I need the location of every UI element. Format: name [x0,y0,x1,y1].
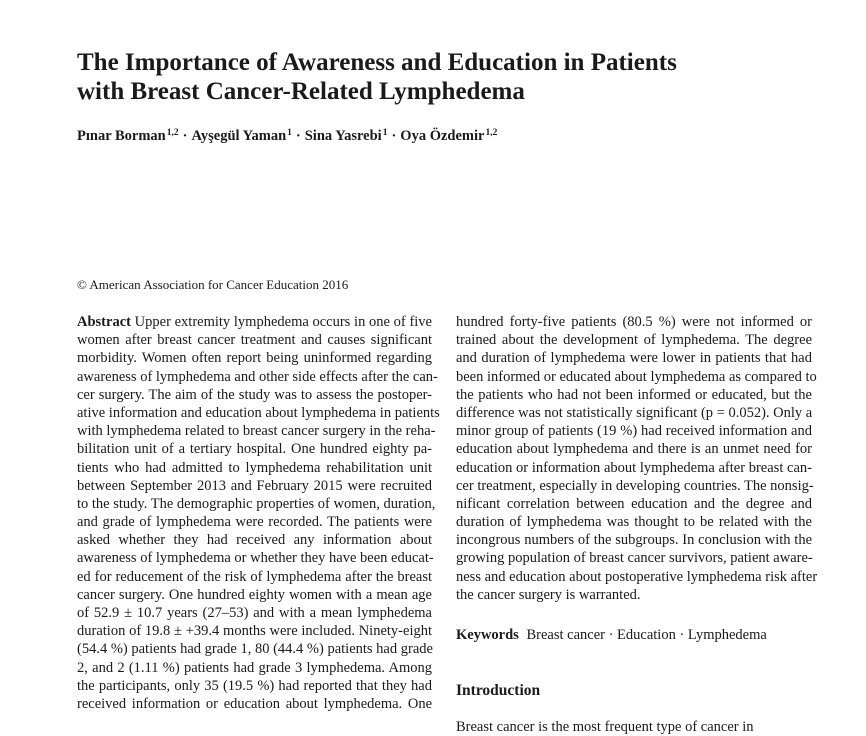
abstract-line: growing population of breast cancer survivors, patient aware- [456,550,813,567]
abstract-line: education about lymphedema and there is an unmet need for [456,441,812,458]
abstract-line: with lymphedema related to breast cancer surgery in the reha- [77,423,436,440]
abstract-line: bilitation unit of a tertiary hospital. One hundred eighty pa- [77,441,432,458]
abstract-line: between September 2013 and February 2015 were recruited [77,477,432,494]
keywords-label: Keywords [456,627,519,643]
abstract-line: 2, and 2 (1.11 %) patients had grade 3 lymphedema. Among [77,659,432,676]
abstract-line: hundred forty-five patients (80.5 %) were not informed or [456,314,812,330]
abstract-line: of 52.9 ± 10.7 years (27–53) and with a mean lymphedema [77,605,432,621]
author-affiliation: 1,2 [166,128,179,138]
abstract-line: incongrous numbers of the subgroups. In conclusion with the [456,532,812,549]
author-1: Pınar Borman$^{1,2}$ [77,128,179,144]
abstract-line: cancer surgery. One hundred eighty women with a mean age [77,586,432,603]
abstract-line: morbidity. Women often report being uninformed regarding [77,350,432,367]
abstract-line: nificant correlation between education and the degree and [456,495,812,512]
author-2: Ayşegül Yaman$^1$ [191,128,292,144]
abstract-line: tients who had admitted to lymphedema rehabilitation unit [77,459,432,476]
introduction-first-line: Breast cancer is the most frequent type of cancer in [456,719,754,735]
author-4: Oya Özdemir$^{1,2}$ [400,128,498,144]
abstract-right-column [456,313,818,604]
author-separator: · [391,128,397,144]
abstract-line: difference was not statistically significant (p = 0.052). Only a [456,404,813,421]
abstract-line: ness and education about postoperative lymphedema risk after [456,568,818,585]
author-separator: · [295,128,301,144]
abstract-line: awareness of lymphedema or whether they have been educat- [77,550,434,567]
introduction-heading: Introduction [456,682,541,699]
author-affiliation: 1 [287,128,292,138]
abstract-line: received information or education about lymphedema. One [77,695,432,712]
abstract-line: ative information and education about lymphedema in patients [77,404,440,421]
abstract-line: duration of lymphedema was thought to be related with the [456,514,812,531]
abstract-line: asked whether they had received any information about [77,532,432,549]
copyright-notice: © American Association for Cancer Education 2016 [77,277,349,292]
abstract-line: trained about the development of lymphedema. The degree [456,332,812,349]
abstract-line: (54.4 %) patients had grade 1, 80 (44.4 %) patients had grade [77,641,433,658]
author-separator: · [182,128,188,144]
abstract-line: Abstract Upper extremity lymphedema occurs in one of five [77,314,432,330]
author-affiliation: 1,2 [485,128,498,138]
abstract-line: the cancer surgery is warranted. [456,586,641,603]
article-title [77,48,777,106]
title-line-1: The Importance of Awareness and Education in Patients [77,49,677,76]
abstract-line: cer surgery. The aim of the study was to assess the postoper- [77,386,432,403]
abstract-line: awareness of lymphedema and other side effects after the can- [77,368,438,385]
keywords-list: Breast cancer · Education · Lymphedema [526,627,767,643]
abstract-line: the patients who had not been informed or educated, but the [456,386,812,403]
abstract-line: duration of 19.8 ± +39.4 months were included. Ninety-eight [77,623,432,640]
abstract-label: Abstract [77,314,135,330]
abstract-line: women after breast cancer treatment and causes significant [77,332,432,349]
abstract-line: to the study. The demographic properties of women, duration, [77,495,436,512]
author-3: Sina Yasrebi$^1$ [304,128,388,144]
keywords [456,627,767,644]
abstract-line: and duration of lymphedema were lower in patients that had [456,350,812,367]
abstract-line: ed for reducement of the risk of lymphedema after the breast [77,568,432,585]
abstract-line: education or information about lymphedema after breast can- [456,459,812,476]
abstract-line: and grade of lymphedema were recorded. The patients were [77,514,432,531]
title-line-2: with Breast Cancer-Related Lymphedema [77,78,525,105]
abstract-line: been informed or educated about lymphedema as compared to [456,368,817,385]
author-list [77,128,497,145]
abstract-left-column [77,313,440,713]
abstract-line: cer treatment, especially in developing countries. The nonsig- [456,477,814,494]
abstract-line: minor group of patients (19 %) had received information and [456,423,812,440]
abstract-line: the participants, only 35 (19.5 %) had reported that they had [77,677,432,694]
author-affiliation: 1 [382,128,388,138]
